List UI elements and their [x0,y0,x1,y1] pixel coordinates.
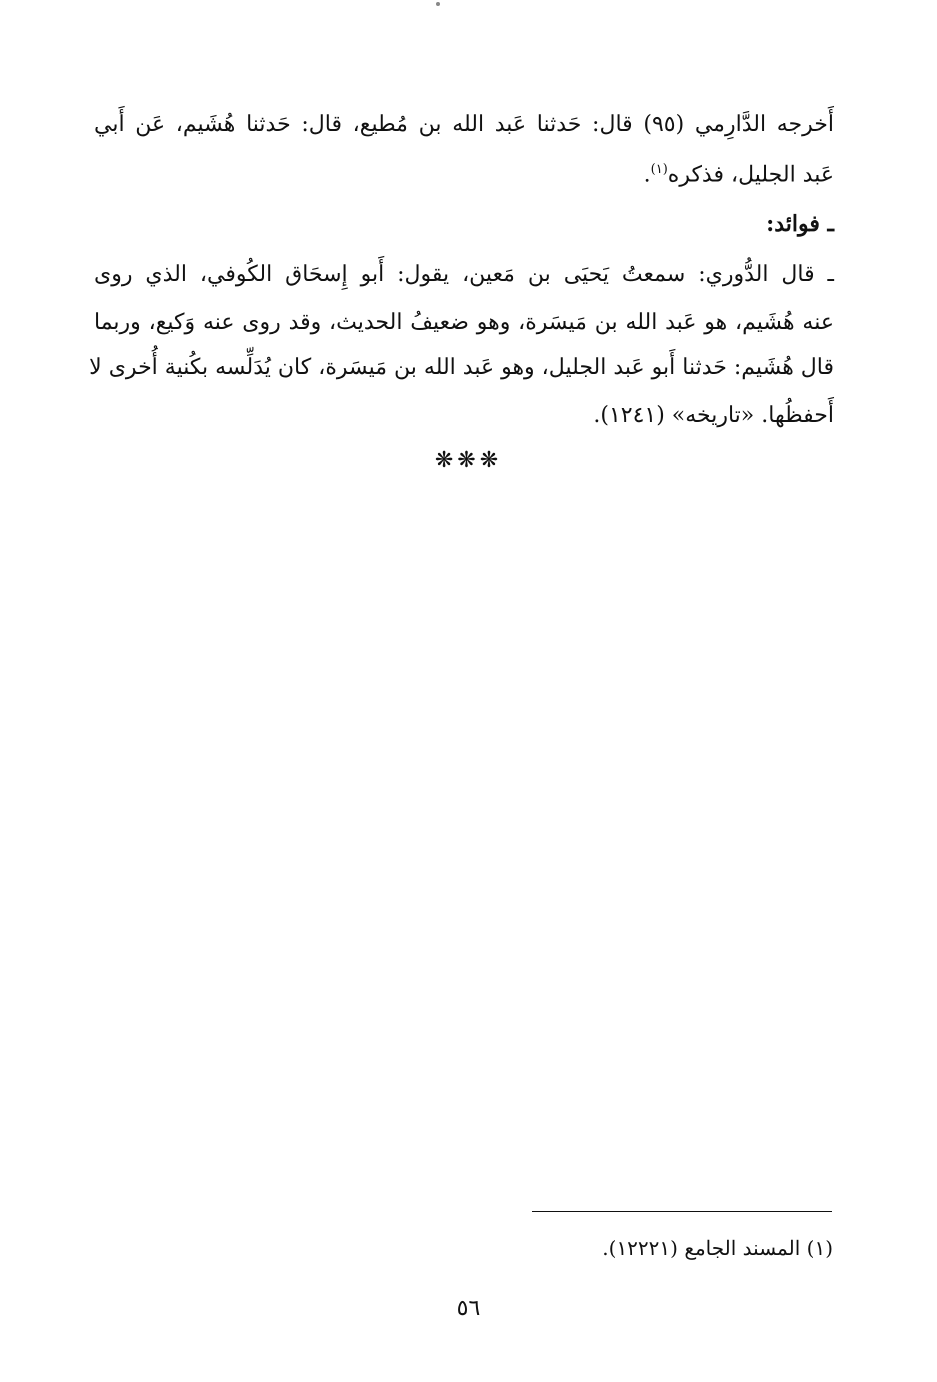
paragraph-1-line-1: أَخرجه الدَّارِمي (٩٥) قال: حَدثنا عَبد الله بن مُطيع، قال: حَدثنا هُشَيم، عَن أَبي [94,112,834,137]
scan-mark [436,2,440,6]
page-number: ٥٦ [456,1296,481,1321]
paragraph-2-line-1: ـ قال الدُّوري: سمعتُ يَحيَى بن مَعين، يقول: أَبو إِسحَاق الكُوفي، الذي روى [94,262,834,287]
paragraph-2-line-4: أَحفظُها. «تاريخه» (١٢٤١). [593,403,834,428]
paragraph-2-line-2: عنه هُشَيم، هو عَبد الله بن مَيسَرة، وهو ضعيفُ الحديث، وقد روى عنه وَكيع، وربما [94,310,834,335]
paragraph-2-line-3: قال هُشَيم: حَدثنا أَبو عَبد الجليل، وهو عَبد الله بن مَيسَرة، كان يُدَلِّسه بكُنية أُخرى لا [89,355,834,380]
paragraph-1-line-2 [94,163,834,186]
footnote-reference[interactable]: (١) [650,162,668,177]
section-separator: ❋❋❋ [434,448,503,473]
footnote-1: (١) المسند الجامع (١٢٢٢١). [602,1236,833,1260]
footnote-divider [532,1211,832,1212]
paragraph-1-line-2-text: عَبد الجليل، فذكره [667,162,834,188]
section-heading: ـ فوائد: [766,211,834,237]
paragraph-1-line-2-end: . [643,162,651,188]
